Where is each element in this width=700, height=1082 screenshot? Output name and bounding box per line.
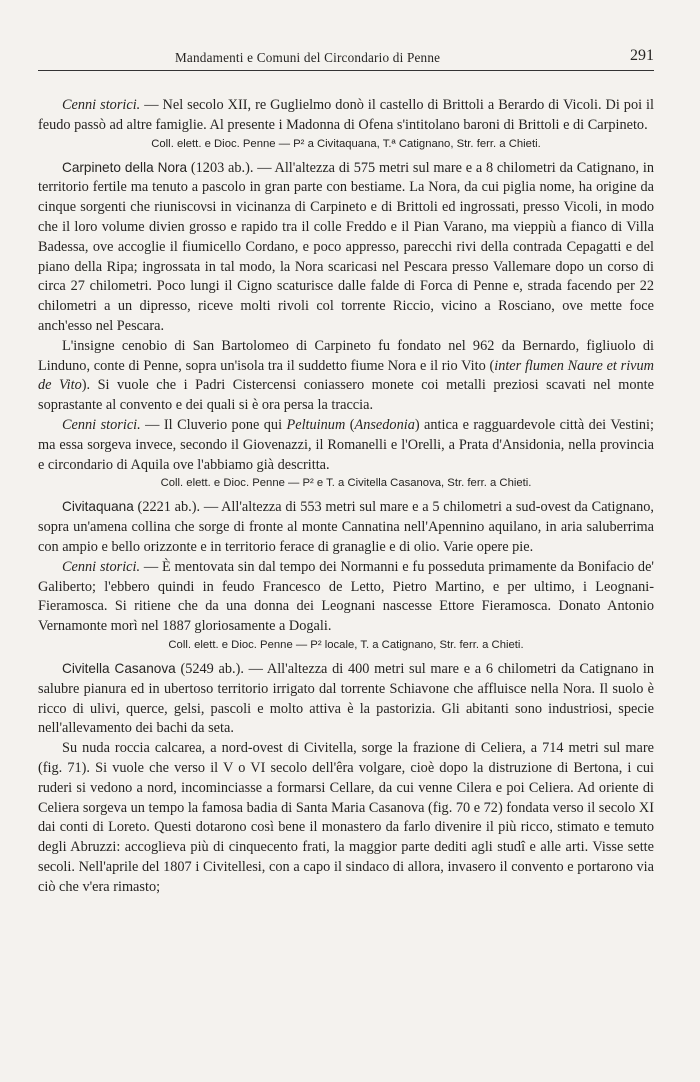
paragraph-text: ). Si vuole che i Padri Cistercensi coniassero monete coi metalli preziosi scavati nel monte soprastante al convento e dei quali si è ora persa la traccia. — [38, 377, 654, 414]
paragraph — [38, 96, 654, 136]
section-label: Cenni storici. — [62, 416, 141, 433]
entry-heading: Civitaquana — [62, 499, 134, 515]
latin-phrase: inter flumen Naure et rivum de Vito — [38, 357, 654, 394]
paragraph — [38, 558, 654, 637]
paragraph-text: L'insigne cenobio di San Bartolomeo di Carpineto fu fondato nel 962 da Bernardo, figliuolo di Linduno, conte di Penne, sopra un'isola tra il suddetto fiume Nora e il rio Vito ( — [38, 337, 654, 374]
paragraph-text: ( — [345, 416, 355, 433]
collegio-note: Coll. elett. e Dioc. Penne — P² a Civitaquana, T.ª Catignano, Str. ferr. a Chieti. — [151, 137, 541, 150]
entry-heading: Carpineto della Nora — [62, 159, 188, 175]
paragraph-text: (5249 ab.). — All'altezza di 400 metri sul mare e a 6 chilometri da Catignano in salubre pianura ed in ubertoso territorio irrigato dal torrente Schiavone che affluisce nella Nora. Il suolo è ricco di ulivi, querce, gelsi, pascoli e molto attiva è la pastorizia. Gli abitanti sono industriosi, specie nell'allevamento dei bachi da seta. — [38, 660, 654, 737]
section-label: Cenni storici. — [62, 97, 141, 113]
collegio-note: Coll. elett. e Dioc. Penne — P² locale, T. a Catignano, Str. ferr. a Chieti. — [168, 638, 524, 651]
paragraph — [38, 337, 654, 416]
page-number: 291 — [630, 47, 654, 64]
running-head-title: Mandamenti e Comuni del Circondario di Penne — [175, 50, 441, 65]
entry-heading: Civitella Casanova — [62, 660, 176, 676]
collegio-note: Coll. elett. e Dioc. Penne — P² e T. a Civitella Casanova, Str. ferr. a Chieti. — [160, 477, 532, 490]
paragraph — [38, 497, 654, 557]
place-name: Peltuinum — [286, 416, 346, 433]
running-head — [38, 46, 654, 71]
place-name: Ansedonia — [354, 416, 415, 433]
paragraph — [38, 158, 654, 337]
paragraph — [38, 659, 654, 739]
paragraph-text: ) antica e ragguardevole città dei Vestini; ma essa sorgeva invece, secondo il Giovenazzi, il Romanelli e l'Orelli, a Prata d'Ansidonia, nella provincia e circondario di Aquila ove l'abbiamo già descritta. — [38, 416, 655, 473]
paragraph-text: — Il Cluverio pone qui — [140, 416, 287, 433]
paragraph: Su nuda roccia calcarea, a nord-ovest di Civitella, sorge la frazione di Celiera, a 714 metri sul mare (fig. 71). Si vuole che verso il V o VI secolo dell'êra volgare, cioè dopo la distruzione di Bertona, i cui ruderi si vedono a nord, incominciasse a formarsi Cellare, da cui venne Cilera e poi Celiera. Ad oriente di Celiera sorgeva un tempo la famosa badia di Santa Maria Casanova (fig. 70 e 72) fondata verso il secolo XI dai conti di Loreto. Questi dotarono così bene il monastero da farlo divenire il più ricco, stimato e temuto degli Abruzzi: accoglieva più di cinquecento frati, la maggior parte dediti agli studî e alle arti. Visse sette secoli. Nell'aprile del 1807 i Civitellesi, con a capo il sindaco di allora, invasero il convento e portarono via ciò che v'era rimasto; — [38, 740, 654, 895]
paragraph — [38, 416, 654, 475]
paragraph-text: (2221 ab.). — All'altezza di 553 metri sul mare e a 5 chilometri a sud-ovest da Catignano, sopra un'amena collina che sorge di fronte al monte Cannatina nell'Apennino aquilano, in aria saluberrima con ampio e bello orizzonte e in territorio ferace di granaglie e di olio. Varie opere pie. — [38, 499, 654, 555]
paragraph-text: — È mentovata sin dal tempo dei Normanni e fu posseduta primamente da Bonifacio de' Galiberto; l'ebbero quindi in feudo Francesco de Letto, Pietro Martino, e per ultimo, i Leognani-Fieramosca. Si ritiene che da una donna dei Leognani nascesse Ettore Fieramosca. Donato Antonio Vernamonte morì nel 1887 gloriosamente a Dogali. — [38, 558, 654, 635]
paragraph-text: (1203 ab.). — All'altezza di 575 metri sul mare e a 8 chilometri da Catignano, in territorio fertile ma tenuto a pascolo in gran parte con bestiame. La Nora, da cui piglia nome, ha origine da cinque sorgenti che riuniscονsi in vicinanza di Carpineto e di Brittoli ed ingrossati, presso Vicoli, in modo che il loro volume divien grosso e rapido tra il colle Freddo e il Pian Varano, ma vieppiù a fianco di Villa Badessa, ove accoglie il fiumicello Cordano, e poco appresso, parecchi rivi della contrada Cepagatti e del piano della Ripa; ingrossata in tal modo, la Nora scaricasi nel Pescara presso Vallemare dopo un corso di circa 27 chilometri. Poco lungi il Cigno scaturisce dalle falde di Forca di Penne e, strada facendo per 22 chilometri a un dipresso, riceve molti rivoli col torrente Riccio, vicino a Rosciano, ove mette foce anch'esso nel Pescara. — [38, 159, 654, 334]
section-label: Cenni storici. — [62, 558, 141, 575]
paragraph-text: — Nel secolo XII, re Guglielmo donò il castello di Brittoli a Berardo di Vicoli. Di poi il feudo passò ad altre famiglie. Al presente i Madonna di Ofena s'intitolano baroni di Brittoli e di Carpineto. — [38, 97, 654, 133]
body-text — [38, 96, 654, 897]
